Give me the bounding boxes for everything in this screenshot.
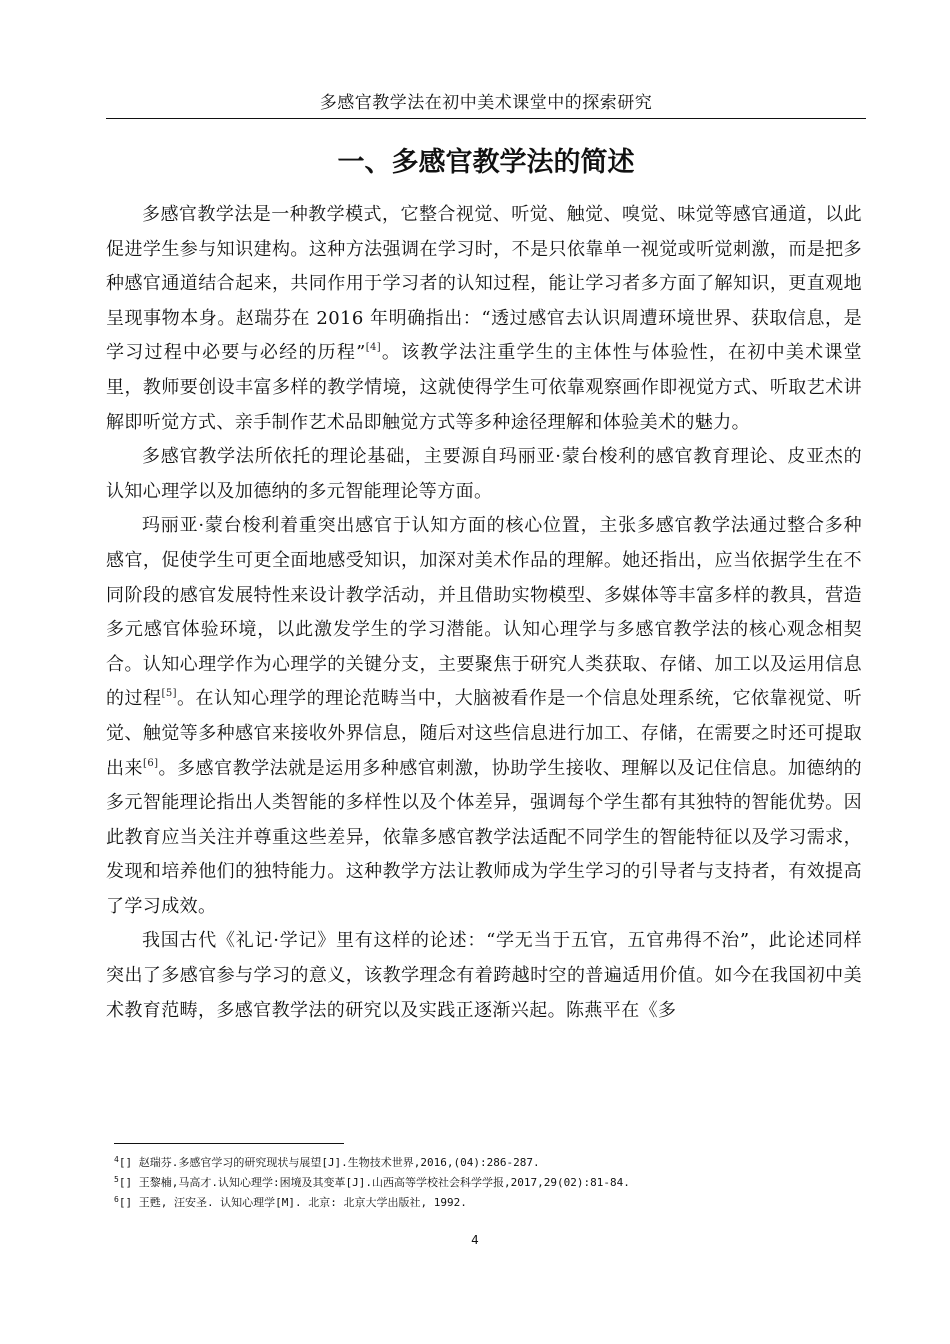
footnote-5 <box>114 1173 854 1193</box>
footnote-6-text: [] 王甦, 汪安圣. 认知心理学[M]. 北京: 北京大学出版社, 1992. <box>118 1196 467 1209</box>
paragraph-2-text: 多感官教学法所依托的理论基础，主要源自玛丽亚·蒙台梭利的感官教育理论、皮亚杰的认知心理学以及加德纳的多元智能理论等方面。 <box>106 446 862 502</box>
citation-5: [5] <box>161 688 177 700</box>
paragraph-1-text-a: 多感官教学法是一种教学模式，它整合视觉、听觉、触觉、嗅觉、味觉等感官通道，以此促进学生参与知识建构。这种方法强调在学习时，不是只依靠单一视觉或听觉刺激，而是把多种感官通道结合起来，共同作用于学习者的认知过程，能让学习者多方面了解知识，更直观地呈现事物本身。赵瑞芬在 2016 年明确指出：“透过感官去认识周遭环境世界、获取信息，是学习过程中必要与必经的历程” <box>106 204 862 364</box>
paragraph-3-text-c: 。多感官教学法就是运用多种感官刺激，协助学生接收、理解以及记住信息。加德纳的多元智能理论指出人类智能的多样性以及个体差异，强调每个学生都有其独特的智能优势。因此教育应当关注并尊重这些差异，依靠多感官教学法适配不同学生的智能特征以及学习需求，发现和培养他们的独特能力。这种教学方法让教师成为学生学习的引导者与支持者，有效提高了学习成效。 <box>106 757 862 917</box>
footnote-5-mark: 5 <box>114 1175 119 1184</box>
footnote-6 <box>114 1193 854 1213</box>
footnote-6-mark: 6 <box>114 1195 119 1204</box>
paragraph-3-text-b: 。在认知心理学的理论范畴当中，大脑被看作是一个信息处理系统，它依靠视觉、听觉、触觉等多种感官来接收外界信息，随后对这些信息进行加工、存储，在需要之时还可提取出来 <box>106 688 862 779</box>
footnote-4-mark: 4 <box>114 1155 119 1164</box>
header-rule <box>106 118 866 119</box>
paragraph-3 <box>106 509 862 924</box>
paragraph-2 <box>106 440 862 509</box>
footnote-4-text: [] 赵瑞芬.多感官学习的研究现状与展望[J].生物技术世界,2016,(04):286-287. <box>118 1156 540 1169</box>
citation-6: [6] <box>143 757 159 769</box>
page-number: 4 <box>471 1233 479 1247</box>
section-title: 一、多感官教学法的简述 <box>337 147 635 178</box>
paragraph-1-text-b: 。该教学法注重学生的主体性与体验性，在初中美术课堂里，教师要创设丰富多样的教学情境，这就使得学生可依靠观察画作即视觉方式、听取艺术讲解即听觉方式、亲手制作艺术品即触觉方式等多种途径理解和体验美术的魅力。 <box>106 342 862 433</box>
footnote-5-text: [] 王黎楠,马高才.认知心理学:困境及其变革[J].山西高等学校社会科学学报,2017,29(02):81-84. <box>118 1176 630 1189</box>
paragraph-3-text-a: 玛丽亚·蒙台梭利着重突出感官于认知方面的核心位置，主张多感官教学法通过整合多种感官，促使学生可更全面地感受知识，加深对美术作品的理解。她还指出，应当依据学生在不同阶段的感官发展特性来设计教学活动，并且借助实物模型、多媒体等丰富多样的教具，营造多元感官体验环境，以此激发学生的学习潜能。认知心理学与多感官教学法的核心观念相契合。认知心理学作为心理学的关键分支，主要聚焦于研究人类获取、存储、加工以及运用信息的过程 <box>106 515 862 710</box>
citation-4: [4] <box>365 342 382 354</box>
footnotes <box>114 1153 854 1213</box>
body-text <box>106 198 862 1028</box>
paragraph-4 <box>106 924 862 1028</box>
footnote-separator <box>114 1143 344 1144</box>
paragraph-1 <box>106 198 862 440</box>
running-header-title: 多感官教学法在初中美术课堂中的探索研究 <box>319 93 653 113</box>
footnote-4 <box>114 1153 854 1173</box>
paragraph-4-text: 我国古代《礼记·学记》里有这样的论述：“学无当于五官，五官弗得不治”，此论述同样突出了多感官参与学习的意义，该教学理念有着跨越时空的普遍适用价值。如今在我国初中美术教育范畴，多感官教学法的研究以及实践正逐渐兴起。陈燕平在《多 <box>106 930 862 1021</box>
